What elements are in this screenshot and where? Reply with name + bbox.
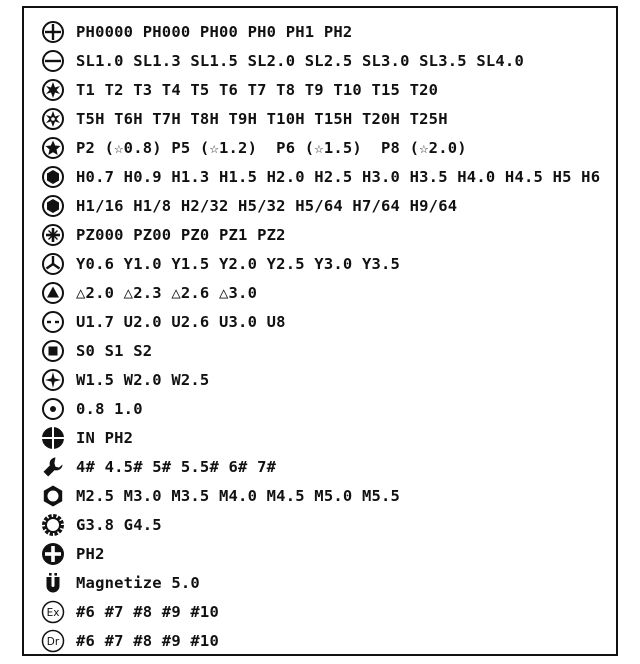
row-square [41, 338, 152, 364]
slotted-icon [41, 49, 65, 73]
row-pin [41, 396, 143, 422]
row-text: 4# 4.5# 5# 5.5# 6# 7# [76, 458, 277, 476]
row-text: #6 #7 #8 #9 #10 [76, 603, 219, 621]
cross-icon [41, 368, 65, 392]
row-text: S0 S1 S2 [76, 342, 153, 360]
row-u-shape [41, 309, 286, 335]
row-cross [41, 367, 209, 393]
hex-icon [41, 165, 65, 189]
row-hex-inch [41, 193, 457, 219]
row-text: U1.7 U2.0 U2.6 U3.0 U8 [76, 313, 286, 331]
row-text: W1.5 W2.0 W2.5 [76, 371, 210, 389]
row-text: T1 T2 T3 T4 T5 T6 T7 T8 T9 T10 T15 T20 [76, 81, 439, 99]
hex-socket-icon [41, 484, 65, 508]
pentalobe-icon [41, 136, 65, 160]
extractor-ex-label: Ex [46, 606, 60, 619]
row-text: G3.8 G4.5 [76, 516, 162, 534]
row-phillips [41, 19, 352, 45]
row-text: P2 (☆0.8) P5 (☆1.2) P6 (☆1.5) P8 (☆2.0) [76, 139, 467, 157]
phillips-solid-icon [41, 426, 65, 450]
row-text: H0.7 H0.9 H1.3 H1.5 H2.0 H2.5 H3.0 H3.5 H4.0 H4.5 H5 H6 [76, 168, 601, 186]
row-magnet [41, 570, 200, 596]
row-phillips-solid [41, 425, 133, 451]
row-torx-security [41, 106, 448, 132]
extractor-ex-icon [41, 600, 65, 624]
row-hex-socket [41, 483, 400, 509]
drill-dr-icon [41, 629, 65, 653]
row-tri-wing [41, 251, 400, 277]
row-triangle [41, 280, 257, 306]
row-text: M2.5 M3.0 M3.5 M4.0 M4.5 M5.0 M5.5 [76, 487, 401, 505]
row-text: #6 #7 #8 #9 #10 [76, 632, 219, 650]
row-hex [41, 164, 600, 190]
row-slotted [41, 48, 524, 74]
row-text: T5H T6H T7H T8H T9H T10H T15H T20H T25H [76, 110, 448, 128]
spec-table-frame [22, 6, 618, 656]
tri-wing-icon [41, 252, 65, 276]
row-text: △2.0 △2.3 △2.6 △3.0 [76, 284, 258, 302]
magnet-icon [41, 571, 65, 595]
row-text: Y0.6 Y1.0 Y1.5 Y2.0 Y2.5 Y3.0 Y3.5 [76, 255, 401, 273]
u-shape-icon [41, 310, 65, 334]
row-text: IN PH2 [76, 429, 134, 447]
row-text: PH0000 PH000 PH00 PH0 PH1 PH2 [76, 23, 353, 41]
torx-icon [41, 78, 65, 102]
gear-socket-icon [41, 513, 65, 537]
pin-icon [41, 397, 65, 421]
row-gear-socket [41, 512, 162, 538]
row-torx [41, 77, 438, 103]
phillips-bold-icon [41, 542, 65, 566]
row-pozidriv [41, 222, 286, 248]
row-extractor [41, 599, 219, 625]
row-text: Magnetize 5.0 [76, 574, 200, 592]
row-wrench [41, 454, 276, 480]
pozidriv-icon [41, 223, 65, 247]
wrench-icon [41, 455, 65, 479]
row-drill [41, 628, 219, 654]
row-pentalobe [41, 135, 467, 161]
phillips-icon [41, 20, 65, 44]
torx-security-icon [41, 107, 65, 131]
drill-dr-label: Dr [46, 635, 60, 648]
row-text: PZ000 PZ00 PZ0 PZ1 PZ2 [76, 226, 286, 244]
row-text: 0.8 1.0 [76, 400, 143, 418]
row-text: H1/16 H1/8 H2/32 H5/32 H5/64 H7/64 H9/64 [76, 197, 458, 215]
triangle-icon [41, 281, 65, 305]
hex-inch-icon [41, 194, 65, 218]
square-icon [41, 339, 65, 363]
row-text: PH2 [76, 545, 105, 563]
row-text: SL1.0 SL1.3 SL1.5 SL2.0 SL2.5 SL3.0 SL3.5 SL4.0 [76, 52, 524, 70]
row-phillips-bold [41, 541, 105, 567]
